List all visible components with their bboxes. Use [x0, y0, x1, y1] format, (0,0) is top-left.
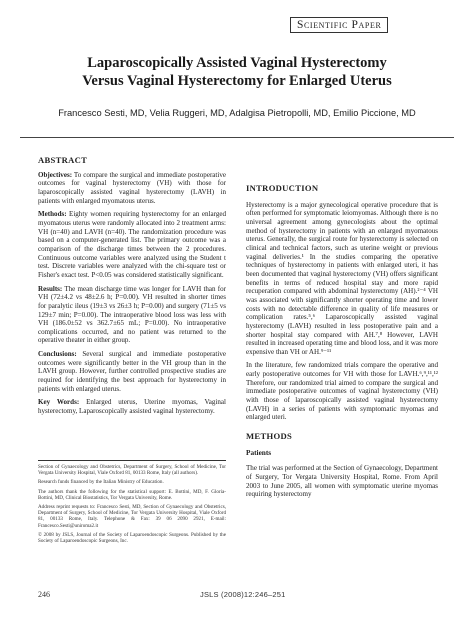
methods-text: Eighty women requiring hysterectomy for an enlarged myomatous uterus were randomly allocated into 2 treatment arms: VH (n=40) and LAVH (n=40). The randomization procedure was based on a computer-generated list. The primary outcome was a comparison of the discharge times between the 2 procedures. Continuous outcome variables were analyzed using the Student t test. Discrete variables were analyzed with the chi-square test or Fisher's exact test. P<0.05 was considered statistically significant. [38, 210, 226, 279]
body-right-column [246, 140, 438, 504]
abstract-results [38, 285, 226, 346]
conclusions-text: Several surgical and immediate postoperative outcomes were significantly better in the VH group than in the LAVH group. However, further controlled prospective studies are required for identifying the best approach for hysterectomy in patients with enlarged uterus. [38, 350, 226, 393]
title-line-1: Laparoscopically Assisted Vaginal Hysterectomy [87, 55, 387, 71]
abstract-heading: ABSTRACT [38, 155, 88, 165]
results-text: The mean discharge time was longer for LAVH than for VH (72±4.2 vs 48±2.6 h; P=0.00). VH resulted in shorter times for paralytic ileus (19±3 vs 26±3 h; P=0.00) and surgery (71±5 vs 129±7 min; P=0.00). The intraoperative blood loss was less with VH (186.0±52 vs 362.7±65 mL; P=0.00). No intraoperative complications occurred, and no patient was returned to the operative theater in either group. [38, 284, 226, 345]
abstract-keywords [38, 398, 226, 415]
objectives-label: Objectives: [38, 170, 73, 179]
abstract-objectives [38, 171, 226, 206]
abstract-methods [38, 210, 226, 279]
objectives-text: To compare the surgical and immediate postoperative outcomes for vaginal hysterectomy (VH) with those for laparoscopically assisted vaginal hysterectomy (LAVH) in patients with enlarged myomatous uterus. [38, 170, 226, 205]
footnote-acknowledgment: The authors thank the following for the statistical support: E. Bottini, MD, F. Gloria-Bottini, MD, Clinical Biostatistics, Tor Vergata University, Rome. [38, 488, 226, 501]
footnote-copyright: © 2008 by JSLS, Journal of the Society of Laparoendoscopic Surgeons. Published by the Society of Laparoendoscopic Surgeons, Inc. [38, 531, 226, 545]
header-rule [20, 137, 454, 138]
footnote-funding: Research funds financed by the Italian Ministry of Education. [38, 479, 164, 486]
author-list: Francesco Sesti, MD, Velia Ruggeri, MD, Adalgisa Pietropolli, MD, Emilio Piccione, MD [58, 108, 416, 118]
footnote-rule [38, 460, 226, 461]
abstract-conclusions [38, 350, 226, 393]
patients-subheading: Patients [246, 447, 272, 457]
footnotes [38, 464, 226, 547]
introduction-paragraph-2: In the literature, few randomized trials compare the operative and early postoperative outcomes for VH with those for LAVH.⁶,⁹,¹¹,¹² Therefore, our randomized trial aimed to compare the surgical and immediate postoperative outcomes of vaginal hysterectomy (VH) with those of laparoscopically assisted vaginal hysterectomy (LAVH) in a series of patients with symptomatic myomas and enlarged uteri. [246, 361, 438, 422]
methods-heading: METHODS [246, 431, 293, 442]
title-line-2: Versus Vaginal Hysterectomy for Enlarged Uterus [82, 73, 392, 89]
keywords-label: Key Words: [38, 398, 80, 407]
introduction-heading: INTRODUCTION [246, 183, 319, 193]
paper-title [0, 54, 474, 90]
footnote-affiliation: Section of Gynaecology and Obstetrics, Department of Surgery, School of Medicine, Tor Vergata University Hospital, Viale Oxford 81, 00133 Rome, Italy (all authors). [38, 464, 226, 477]
page-number: 246 [38, 590, 50, 599]
footnote-reprint: Address reprint requests to: Francesco Sesti, MD, Section of Gynaecology and Obstetrics, Department of Surgery, School of Medicine, Tor Vergata University Hospital, Viale Oxford 81, 00133 Rome, Italy. Telephone & Fax: 39 06 2090 2921, E-mail: Francesco.Sesti@uniroma2.it [38, 504, 226, 529]
methods-paragraph-1: The trial was performed at the Section of Gynaecology, Department of Surgery, Tor Vergata University Hospital, Rome. From April 2003 to June 2005, all women with symptomatic uterine myomas requiring hysterectomy [246, 464, 438, 499]
results-label: Results: [38, 284, 63, 293]
journal-reference: JSLS (2008)12:246–251 [200, 590, 286, 599]
introduction-paragraph-1: Hysterectomy is a major gynecological operative procedure that is often performed for symptomatic leiomyomas. Although there is no universal agreement among gynecologists about the optimal method of hysterectomy in patients with an enlarged myomatous uterus. Generally, the surgical route for hysterectomy is selected on clinical and technical factors, such as uterine weight or previous vaginal deliveries.¹ In the studies comparing the operative techniques of hysterectomy in patients with enlarged uteri, it has been documented that vaginal hysterectomy (VH) offers significant benefits in terms of reduced hospital stay and more rapid recuperation compared with abdominal hysterectomy (AH).²⁻⁴ VH was associated with significantly shorter operating time and lower costs with no detectable difference in quality of life measures or complication rates.⁵,⁶ Laparoscopically assisted vaginal hysterectomy (LAVH) resulted in less postoperative pain and a shorter hospital stay compared with AH.⁷,⁸ However, LAVH resulted in increased operating time and blood loss, and it was more expensive than VH or AH.⁹⁻¹¹ [246, 200, 438, 356]
conclusions-label: Conclusions: [38, 350, 77, 359]
article-type-badge: Scientific Paper [290, 17, 388, 33]
methods-label: Methods: [38, 210, 67, 219]
abstract-section [38, 156, 226, 421]
keywords-text: Enlarged uterus, Uterine myomas, Vaginal hysterectomy, Laparoscopically assisted vaginal hysterectomy. [38, 398, 226, 416]
